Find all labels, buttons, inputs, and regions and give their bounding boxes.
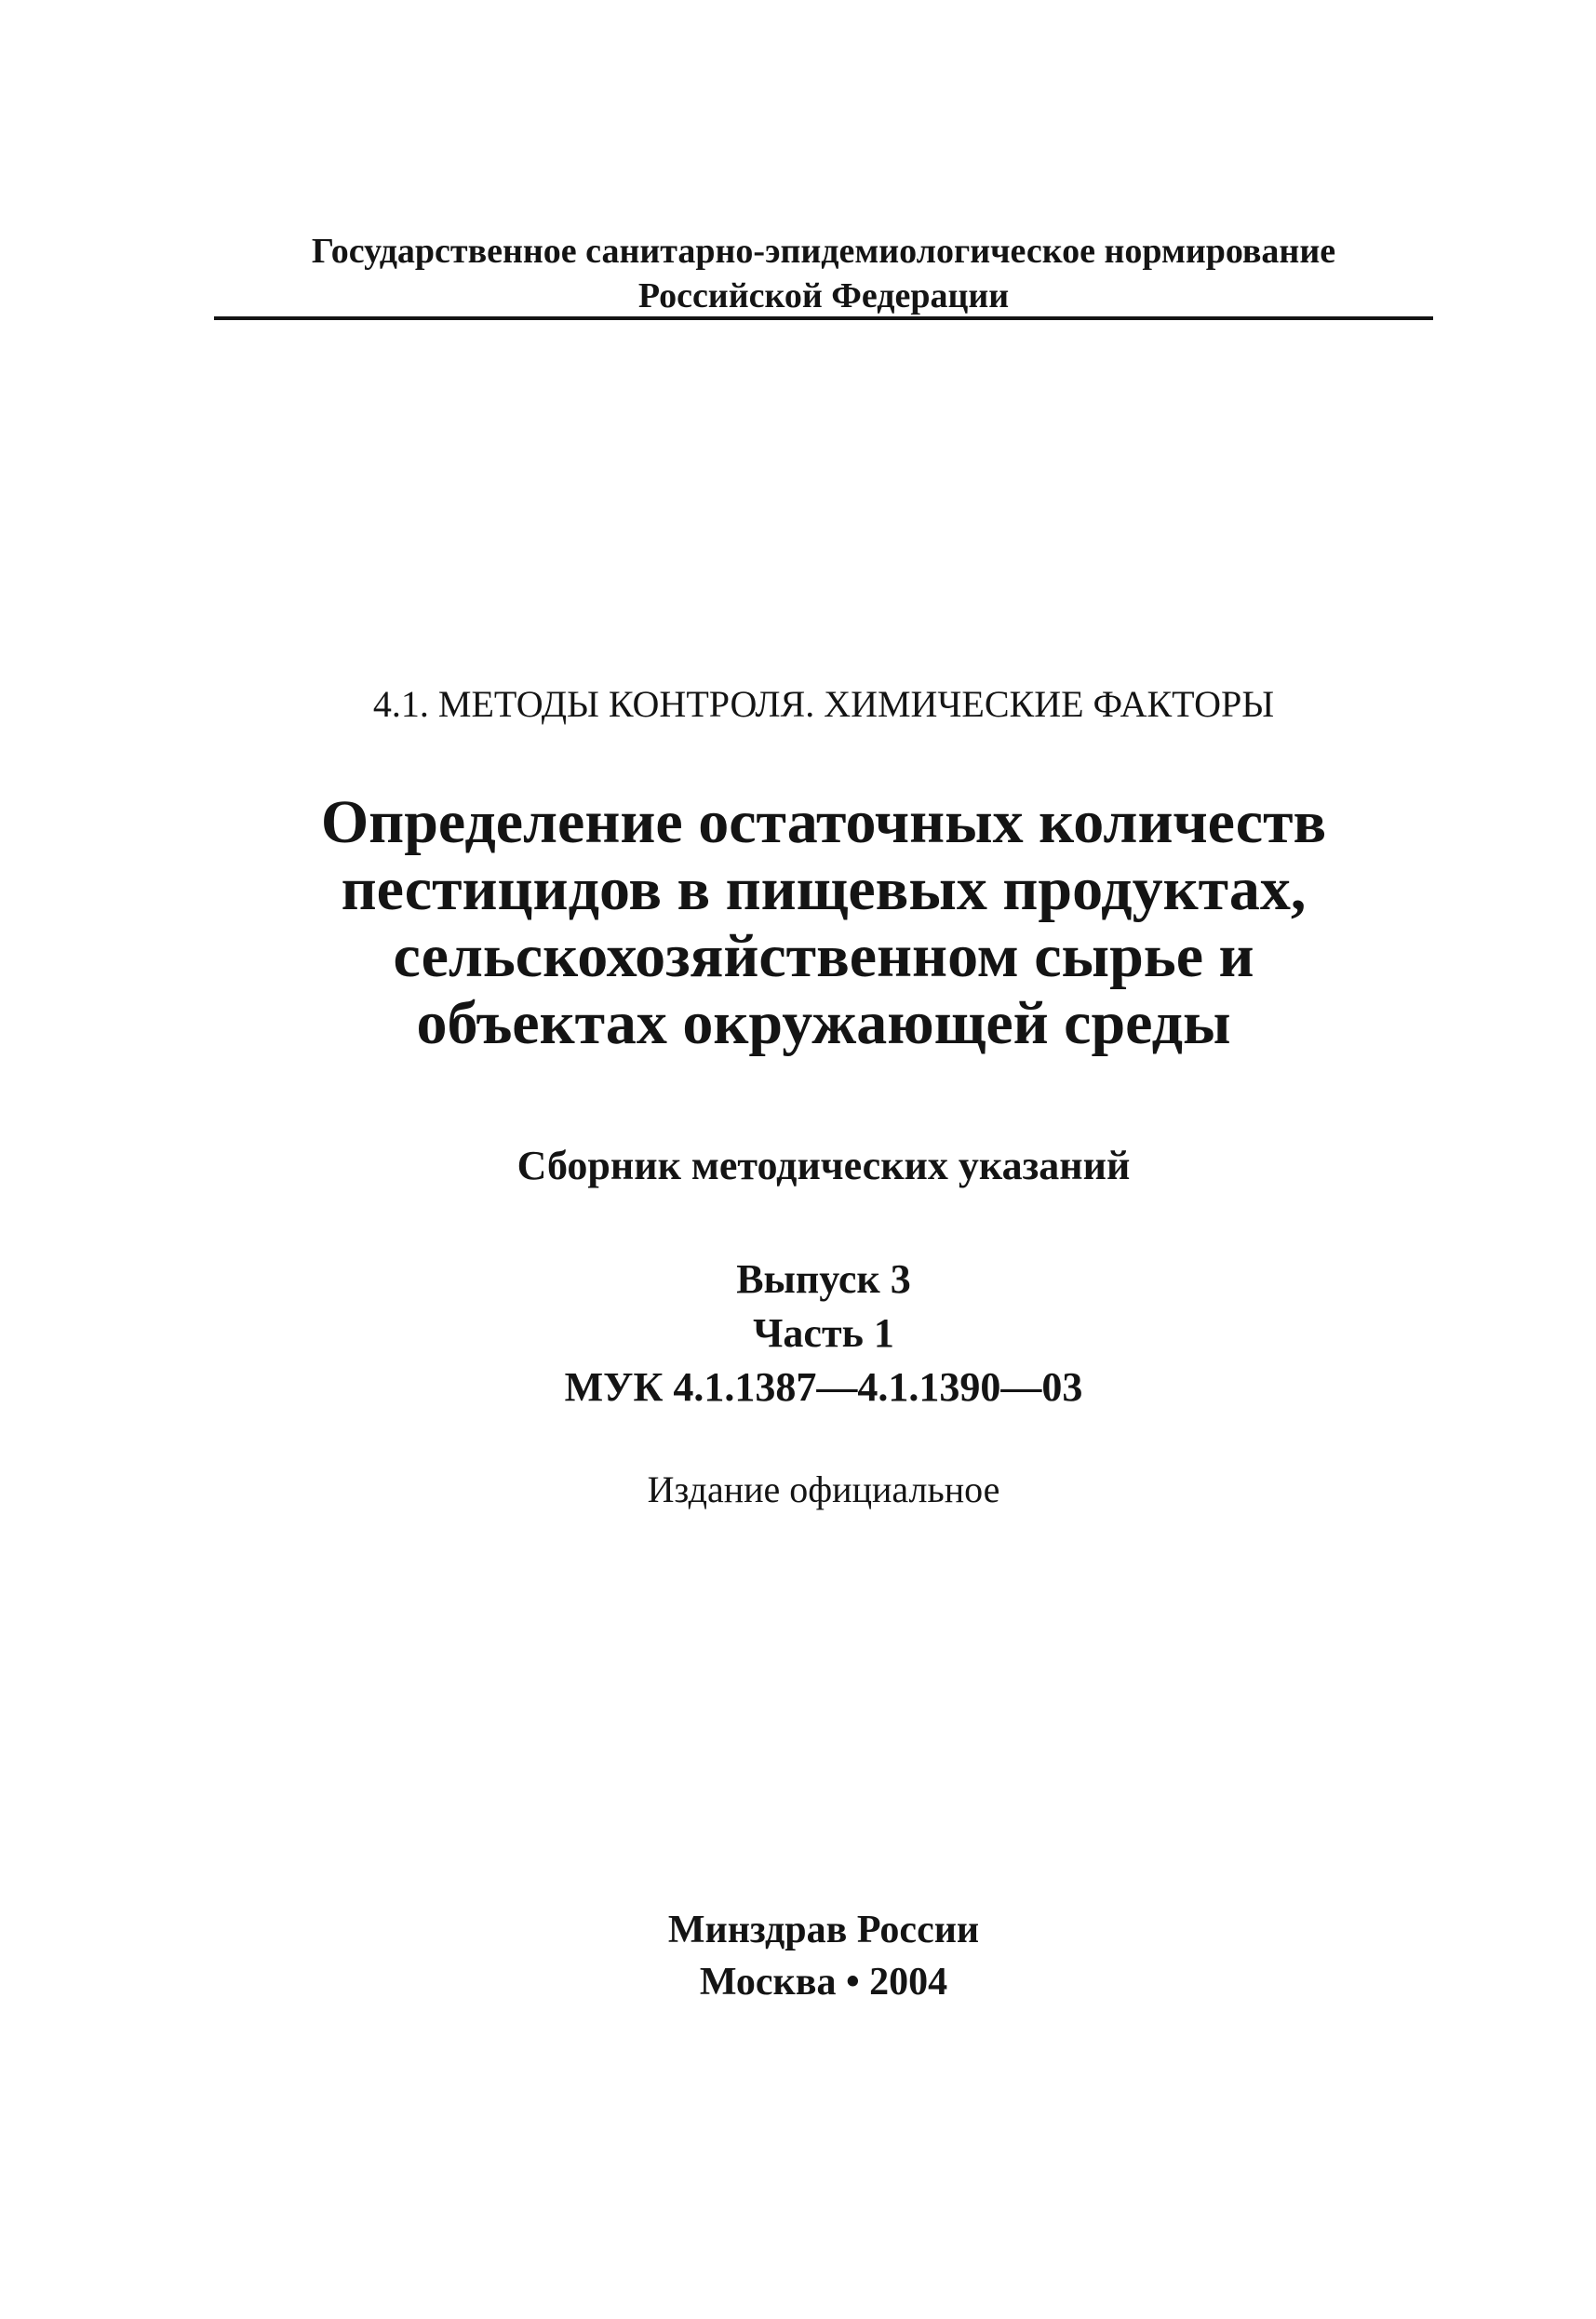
header-line-1: Государственное санитарно-эпидемиологическое нормирование — [311, 232, 1336, 271]
title-line-4: объектах окружающей среды — [416, 989, 1231, 1057]
issue-part: Часть 1 — [753, 1310, 894, 1356]
document-subtitle: Сборник методических указаний — [516, 1143, 1131, 1188]
title-line-2: пестицидов в пищевых продуктах, — [341, 855, 1307, 923]
header-line-2: Российской Федерации — [637, 276, 1010, 315]
issue-block — [214, 1253, 1433, 1414]
document-title — [214, 789, 1433, 1057]
edition-note: Издание официальное — [647, 1468, 1000, 1510]
issue-volume: Выпуск 3 — [736, 1256, 911, 1302]
publisher-city-year: Москва • 2004 — [699, 1961, 948, 2004]
issue-code: МУК 4.1.1387—4.1.1390—03 — [564, 1364, 1083, 1410]
title-line-3: сельскохозяйственном сырье и — [393, 922, 1254, 990]
header-divider — [214, 316, 1433, 320]
page-header — [214, 229, 1433, 318]
publisher-name: Минздрав России — [667, 1909, 980, 1951]
title-line-1: Определение остаточных количеств — [320, 788, 1327, 856]
publisher-block — [214, 1904, 1433, 2008]
series-title: 4.1. МЕТОДЫ КОНТРОЛЯ. ХИМИЧЕСКИЕ ФАКТОРЫ — [372, 683, 1275, 725]
